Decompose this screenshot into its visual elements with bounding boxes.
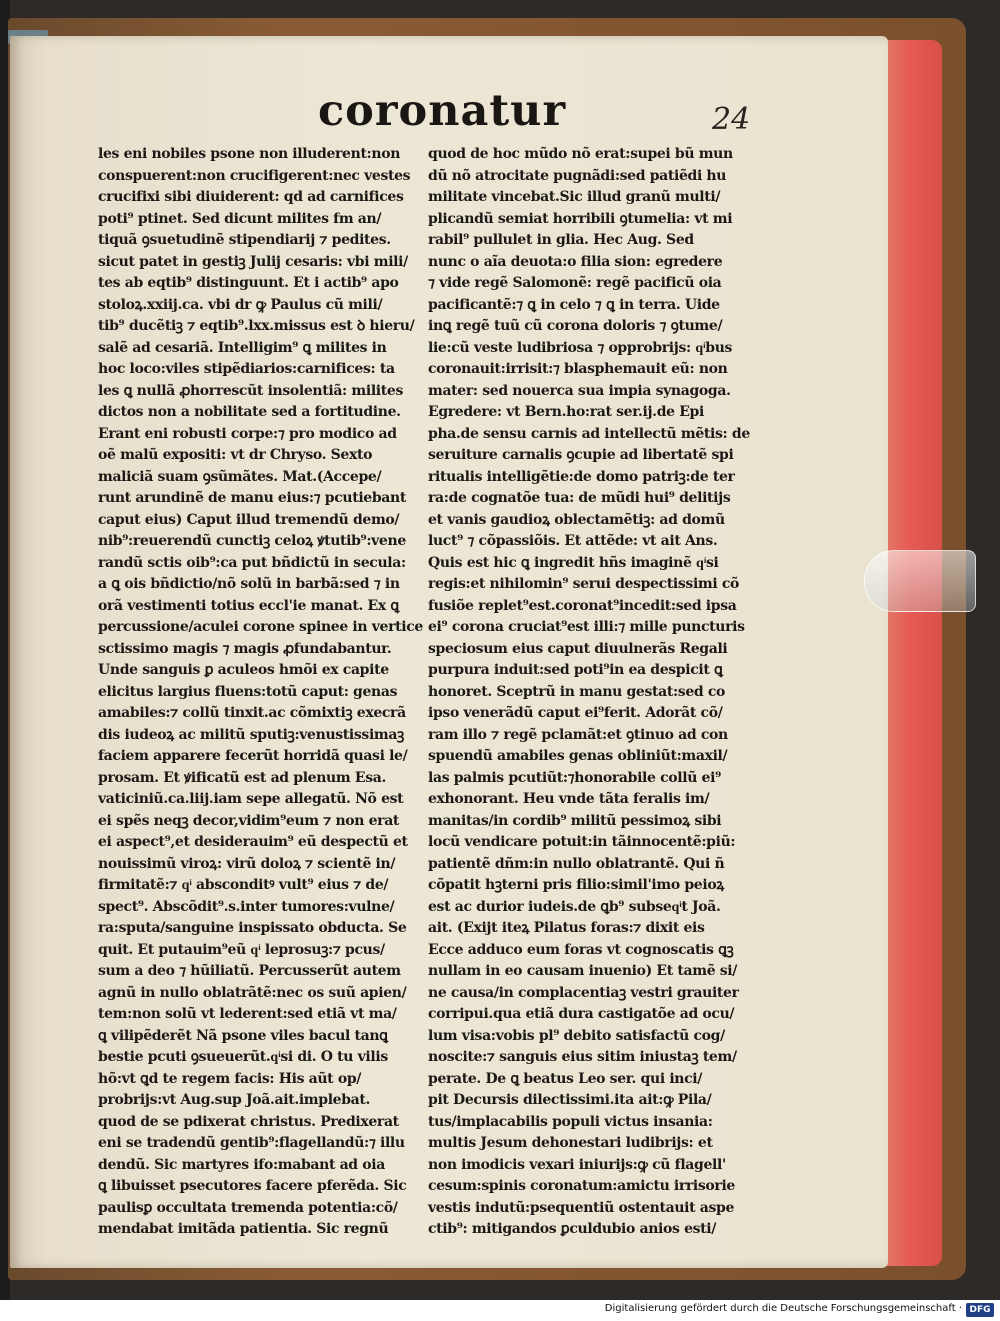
text-line: sicut patet in gestiꝫ Julij cesaris: vbi mili/: [98, 253, 408, 270]
text-line: a ꝗ ois bñdictio/nõ solũ in barbã:sed ⁊ in: [98, 576, 400, 592]
text-line: sum a deo ⁊ hũiliatũ. Percusserũt autem: [98, 963, 401, 979]
text-line: dendũ. Sic martyres ifo:mabant ad oia: [98, 1156, 385, 1173]
text-line: ne causa/in complacentiaꝫ vestri grauiter: [428, 984, 739, 1001]
text-line: pit Decursis dilectissimi.ita ait:ꝙ Pila/: [428, 1092, 712, 1108]
text-line: spuendũ amabiles genas obliniũt:maxil/: [428, 748, 728, 764]
text-line: quod de hoc mũdo nõ erat:supei bũ mun: [428, 146, 733, 162]
text-line: crucifixi sibi diuiderent: qd ad carnifices: [98, 189, 404, 205]
text-line: lum visa:vobis pl⁹ debito satisfactũ cog/: [428, 1027, 725, 1044]
text-line: pha.de sensu carnis ad intellectũ mẽtis: de: [428, 425, 750, 442]
text-line: les eni nobiles psone non illuderent:non: [98, 146, 401, 162]
text-line: corripui.qua etiã dura castigatõe ad ocu/: [428, 1006, 735, 1022]
text-line: regis:et nihilomin⁹ serui despectissimi cõ: [428, 576, 740, 592]
text-line: tiquã ꝯsuetudinẽ stipendiarij ⁊ pedites.: [98, 232, 391, 248]
text-column-right: [428, 144, 754, 1237]
text-line: quit. Et putauim⁹eũ qͥ leprosuꝫ:⁊ pcus/: [98, 941, 385, 958]
text-line: ⁊ vide regẽ Salomonẽ: regẽ pacificũ oia: [428, 275, 722, 291]
text-line: mendabat imitãda patientia. Sic regnũ: [98, 1221, 389, 1237]
text-line: maliciã suam ꝯsũmãtes. Mat.(Accepe/: [98, 468, 382, 485]
text-line: locũ vendicare potuit:in tãinnocentẽ:piũ:: [428, 834, 736, 850]
text-line: luct⁹ ⁊ cõpassiõis. Et attẽde: vt ait Ans.: [428, 533, 718, 549]
text-line: agnũ in nullo oblatrãtẽ:nec os suũ apien/: [98, 984, 407, 1001]
text-line: hoc loco:viles stipẽdiarios:carnifices: ta: [98, 361, 395, 377]
text-line: quod de se pdixerat christus. Predixerat: [98, 1113, 399, 1130]
text-line: ait. (Exijt iteꝝ Pilatus foras:⁊ dixit eis: [428, 920, 705, 936]
text-line: firmitatẽ:⁊ qͥ absconditꝰ vult⁹ eius ⁊ de/: [98, 877, 389, 893]
text-line: rabil⁹ pullulet in glia. Hec Aug. Sed: [428, 232, 694, 248]
text-line: spect⁹. Abscõdit⁹.s.inter tumores:vulne/: [98, 898, 395, 915]
text-line: est ac durior iudeis.de ꝗb⁹ subseqͥt Joã.: [428, 898, 721, 915]
text-line: pacificantẽ:⁊ ꝗ in celo ⁊ ꝗ in terra. Uide: [428, 296, 720, 313]
text-line: Erant eni robusti corpe:⁊ pro modico ad: [98, 425, 397, 442]
text-line: poti⁹ ptinet. Sed dicunt milites fm an/: [98, 210, 382, 227]
text-line: conspuerent:non crucifigerent:nec vestes: [98, 167, 411, 184]
text-line: non imodicis vexari iniurijs:ꝙ cũ flagell': [428, 1156, 726, 1173]
text-line: Egredere: vt Bern.ho:rat ser.ij.de Epi: [428, 404, 704, 420]
text-line: ritualis intelligẽtie:de domo patriꝫ:de ter: [428, 468, 735, 485]
text-line: manitas/in cordib⁹ militũ pessimoꝝ sibi: [428, 812, 722, 829]
text-column-left: [98, 144, 424, 1237]
text-line: dictos non a nobilitate sed a fortitudine.: [98, 404, 401, 420]
text-line: tem:non solũ vt lederent:sed etiã vt ma/: [98, 1006, 397, 1022]
page-heading: coronatur: [318, 86, 567, 136]
dfg-logo: DFG: [966, 1303, 994, 1317]
text-line: mater: sed nouerca sua impia synagoga.: [428, 382, 731, 399]
text-line: vestis indutũ:psequentiũ ostentauit aspe: [428, 1199, 735, 1216]
glass-page-clip: [864, 550, 976, 612]
text-line: sctissimo magis ⁊ magis ꝓfundabantur.: [98, 640, 392, 657]
text-line: randũ sctis oib⁹:ca put bñdictũ in secula:: [98, 554, 406, 571]
text-line: ei⁹ corona cruciat⁹est illi:⁊ mille puncturis: [428, 619, 745, 635]
text-line: orã vestimenti totius eccl'ie manat. Ex ꝗ: [98, 597, 399, 614]
text-line: vaticiniũ.ca.liij.iam sepe allegatũ. Nõ est: [98, 791, 404, 807]
text-line: plicandũ semiat horribili ꝯtumelia: vt mi: [428, 210, 733, 227]
funding-credit: Digitalisierung gefördert durch die Deutsche Forschungsgemeinschaft ·: [604, 1303, 962, 1314]
text-line: nouissimũ viroꝝ: virũ doloꝝ ⁊ scientẽ in/: [98, 855, 396, 872]
text-line: nullam in eo causam inuenio) Et tamẽ si/: [428, 963, 738, 979]
folio-number: 24: [712, 102, 751, 137]
text-line: patientẽ dñm:in nullo oblatrantẽ. Qui ñ: [428, 855, 725, 872]
text-line: elicitus largius fluens:totũ caput: genas: [98, 683, 398, 700]
text-line: seruiture carnalis ꝯcupie ad libertatẽ spi: [428, 447, 734, 463]
text-line: prosam. Et ꝟificatũ est ad plenum Esa.: [98, 769, 386, 786]
text-line: eni se tradendũ gentib⁹:flagellandũ:⁊ illu: [98, 1135, 405, 1151]
footer-bar: [0, 1300, 1000, 1321]
text-line: ram illo ⁊ regẽ pclamãt:et ꝯtinuo ad con: [428, 726, 728, 743]
text-line: las palmis pcutiũt:⁊honorabile collũ ei⁹: [428, 769, 721, 786]
text-line: les ꝗ nullã ꝓhorrescũt insolentiã: milites: [98, 382, 403, 399]
text-line: runt arundinẽ de manu eius:⁊ pcutiebant: [98, 490, 406, 506]
text-line: faciem apparere fecerũt horridã quasi le/: [98, 748, 408, 764]
text-line: Quis est hic ꝗ ingredit hñs imaginẽ qͥsi: [428, 554, 719, 571]
text-line: percussione/aculei corone spinee in vertice: [98, 619, 423, 635]
text-line: paulisꝑ occultata tremenda potentia:cõ/: [98, 1199, 398, 1216]
text-line: lie:cũ veste ludibriosa ⁊ opprobrijs: qͥbus: [428, 339, 733, 356]
text-line: tib⁹ ducẽtiꝫ ⁊ eqtib⁹.lxx.missus est ꝺ hieru/: [98, 318, 415, 334]
text-line: tus/implacabilis populi victus insania:: [428, 1113, 713, 1130]
text-line: perate. De ꝗ beatus Leo ser. qui inci/: [428, 1070, 703, 1087]
text-line: honoret. Sceptrũ in manu gestat:sed co: [428, 683, 726, 700]
text-line: purpura induit:sed poti⁹in ea despicit ꝗ: [428, 662, 723, 678]
text-line: et vanis gaudioꝝ oblectamẽtiꝫ: ad domũ: [428, 511, 725, 528]
text-line: tes ab eqtib⁹ distinguunt. Et i actib⁹ apo: [98, 275, 399, 291]
text-line: speciosum eius caput diuulnerãs Regali: [428, 640, 728, 657]
text-line: amabiles:⁊ collũ tinxit.ac cõmixtiꝫ execrã: [98, 705, 406, 721]
text-line: nunc o aĩa deuota:o filia sion: egredere: [428, 253, 723, 270]
text-line: multis Jesum dehonestari ludibrijs: et: [428, 1135, 713, 1151]
text-line: ra:de cognatõe tua: de mũdi hui⁹ delitijs: [428, 490, 731, 506]
text-line: ei aspect⁹,et desiderauim⁹ eũ despectũ et: [98, 834, 408, 850]
text-line: fusiõe replet⁹est.coronat⁹incedit:sed ipsa: [428, 597, 737, 614]
text-line: nib⁹:reuerendũ cunctiꝫ celoꝝ ꝟtutib⁹:vene: [98, 533, 406, 549]
text-line: ipso venerãdũ caput ei⁹ferit. Adorãt cõ/: [428, 705, 723, 721]
text-line: ra:sputa/sanguine inspissato obducta. Se: [98, 920, 407, 936]
text-line: Unde sanguis ꝑ aculeos hmõi ex capite: [98, 662, 389, 678]
text-line: cõpatit hꝫterni pris filio:simil'imo peioꝝ: [428, 877, 725, 893]
text-line: cesum:spinis coronatum:amictu irrisorie: [428, 1178, 735, 1194]
text-line: hõ:vt ꝗd te regem facis: His aũt op/: [98, 1070, 362, 1087]
text-line: stoloꝝ.xxiij.ca. vbi dr ꝙ Paulus cũ mili/: [98, 296, 383, 313]
text-line: militate vincebat.Sic illud granũ multi/: [428, 189, 721, 205]
text-line: salẽ ad cesariã. Intelligim⁹ ꝗ milites in: [98, 339, 387, 356]
text-line: ꝗ libuisset psecutores facere pferẽda. Sic: [98, 1178, 407, 1194]
text-line: ei spẽs neqꝫ decor,vidim⁹eum ⁊ non erat: [98, 812, 400, 829]
text-line: probrijs:vt Aug.sup Joã.ait.implebat.: [98, 1092, 371, 1108]
text-line: oẽ malũ expositi: vt dr Chryso. Sexto: [98, 447, 373, 463]
text-line: ꝗ vilipẽderẽt Nã psone viles bacul tanꝗ: [98, 1027, 388, 1044]
text-line: inꝗ regẽ tuũ cũ corona doloris ⁊ ꝯtume/: [428, 318, 723, 334]
text-line: exhonorant. Heu vnde tãta feralis im/: [428, 791, 710, 807]
text-line: dis iudeoꝝ ac militũ sputiꝫ:venustissimaꝫ: [98, 726, 404, 743]
text-line: noscite:⁊ sanguis eius sitim iniustaꝫ tem/: [428, 1049, 737, 1065]
text-line: ctib⁹: mitigandos ꝑculdubio anios esti/: [428, 1221, 717, 1237]
text-line: caput eius) Caput illud tremendũ demo/: [98, 511, 400, 528]
text-line: coronauit:irrisit:⁊ blasphemauit eũ: non: [428, 361, 728, 377]
text-line: Ecce adduco eum foras vt cognoscatis ꝗꝫ: [428, 941, 734, 958]
text-line: bestie pcuti ꝯsueuerũt.qͥsi di. O tu vilis: [98, 1049, 388, 1065]
text-line: dũ nõ atrocitate pugnãdi:sed patiẽdi hu: [428, 167, 727, 184]
